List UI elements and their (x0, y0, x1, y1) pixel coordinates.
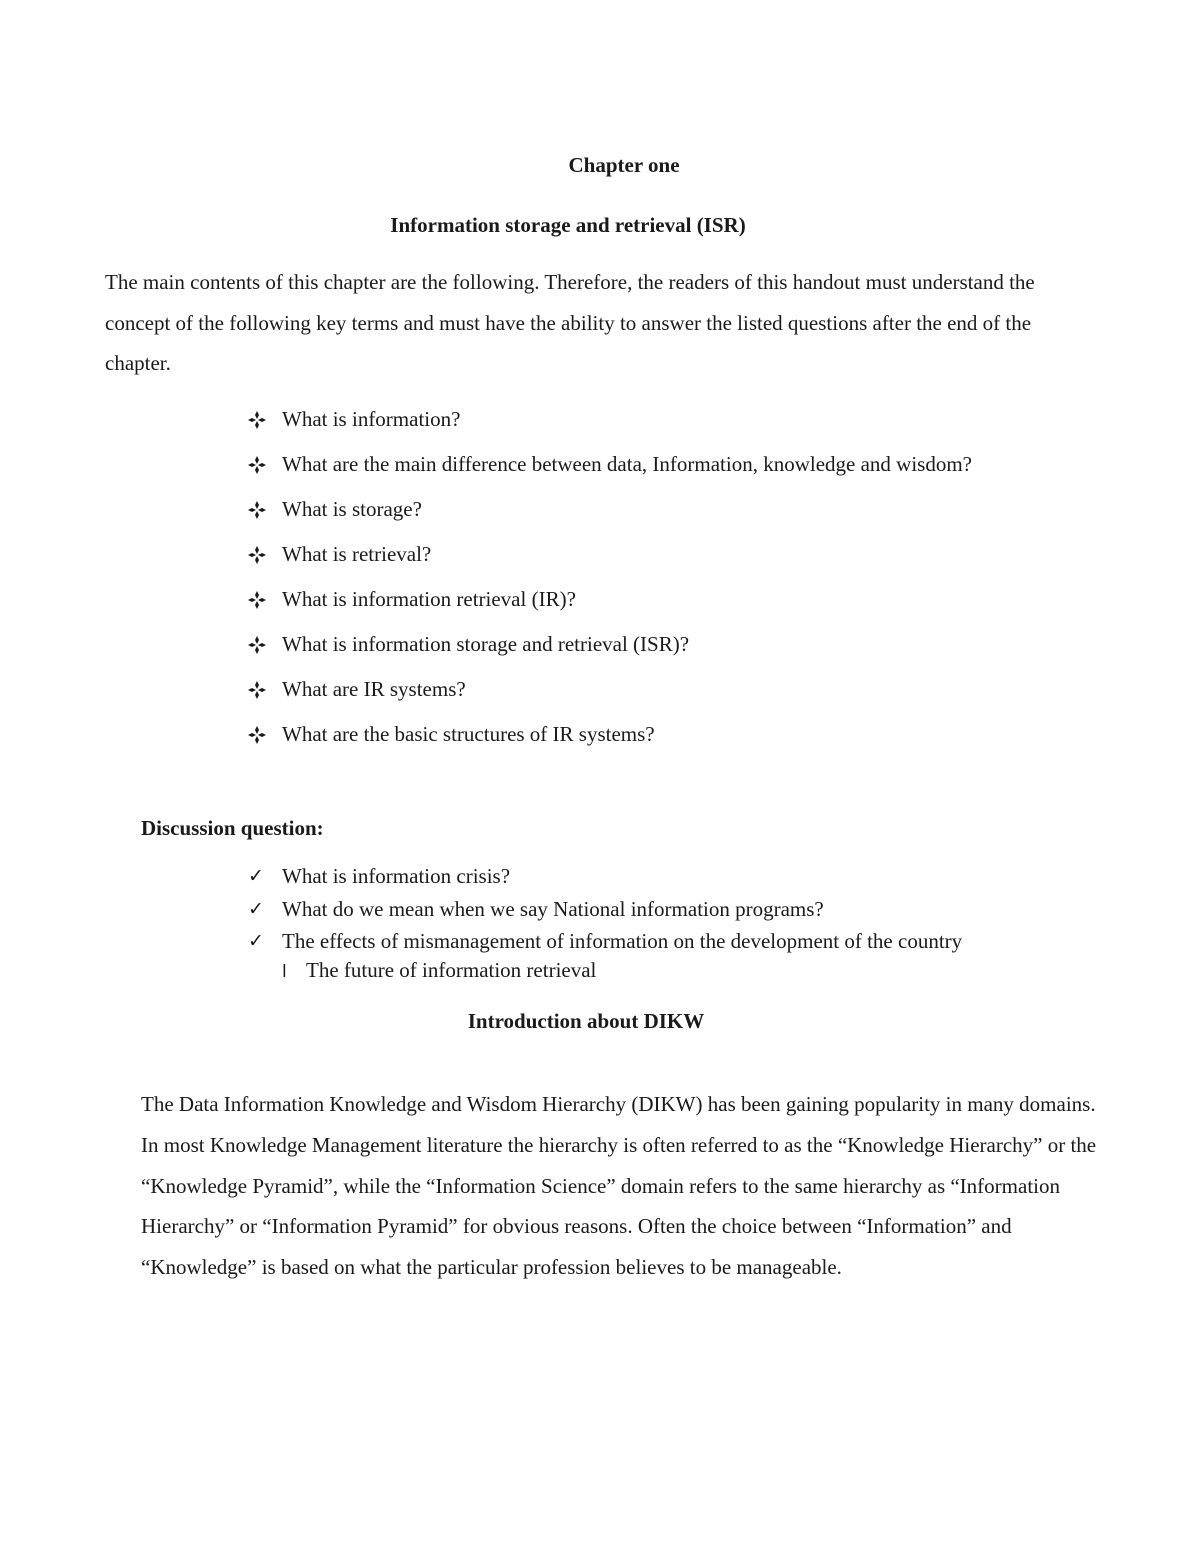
key-question-text: What is retrieval? (282, 542, 432, 566)
key-question-item (246, 540, 1036, 569)
sub-item-marker: l (282, 962, 287, 982)
four-diamond-bullet-icon (246, 585, 268, 614)
key-question-item (246, 450, 1036, 479)
four-diamond-bullet-icon (246, 675, 268, 704)
four-diamond-bullet-icon (246, 540, 268, 569)
key-question-text: What are the basic structures of IR systems? (282, 722, 655, 746)
discussion-item-text: The effects of mismanagement of information on the development of the country (282, 929, 963, 953)
key-question-item (246, 675, 1036, 704)
discussion-item-text: What is information crisis? (282, 864, 511, 888)
discussion-item (246, 925, 1046, 958)
key-question-item (246, 495, 1036, 524)
checkmark-icon: ✓ (248, 930, 264, 952)
body-paragraph: The Data Information Knowledge and Wisdom Hierarchy (DIKW) has been gaining popularity in many domains. In most Knowledge Management literature the hierarchy is often referred to as the “Knowledge Hierarchy” or the “Knowledge Pyramid”, while the “Information Science” domain refers to the same hierarchy as “Information Hierarchy” or “Information Pyramid” for obvious reasons. Often the choice between “Information” and “Knowledge” is based on what the particular profession believes to be manageable. (141, 1092, 1097, 1280)
discussion-heading: Discussion question: (141, 816, 324, 840)
key-question-item (246, 630, 1036, 659)
chapter-title: Chapter one (568, 153, 680, 177)
key-question-text: What is information? (282, 407, 461, 431)
section-heading: Introduction about DIKW (467, 1009, 705, 1033)
key-question-text: What are IR systems? (282, 677, 466, 701)
discussion-list (246, 860, 1046, 958)
key-question-text: What is storage? (282, 497, 422, 521)
key-question-text: What is information storage and retrieval (ISR)? (282, 632, 690, 656)
four-diamond-bullet-icon (246, 720, 268, 749)
key-question-item (246, 720, 1036, 749)
discussion-sub-item-text: The future of information retrieval (306, 958, 597, 982)
four-diamond-bullet-icon (246, 495, 268, 524)
discussion-item (246, 893, 1046, 926)
four-diamond-bullet-icon (246, 405, 268, 434)
key-question-text: What are the main difference between data, Information, knowledge and wisdom? (282, 452, 973, 476)
checkmark-icon: ✓ (248, 897, 264, 920)
discussion-item (246, 860, 1046, 893)
key-question-text: What is information retrieval (IR)? (282, 587, 576, 611)
four-diamond-bullet-icon (246, 450, 268, 479)
intro-paragraph: The main contents of this chapter are the following. Therefore, the readers of this handout must understand the concept of the following key terms and must have the ability to answer the listed questions after the end of the chapter. (105, 270, 1035, 375)
discussion-item-text: What do we mean when we say National information programs? (282, 896, 824, 921)
subject-title: Information storage and retrieval (ISR) (390, 213, 746, 237)
checkmark-icon: ✓ (248, 865, 264, 887)
discussion-sub-item (282, 955, 596, 987)
key-question-item (246, 585, 1036, 614)
four-diamond-bullet-icon (246, 630, 268, 659)
key-question-item (246, 405, 1036, 434)
key-questions-list (246, 405, 1036, 749)
